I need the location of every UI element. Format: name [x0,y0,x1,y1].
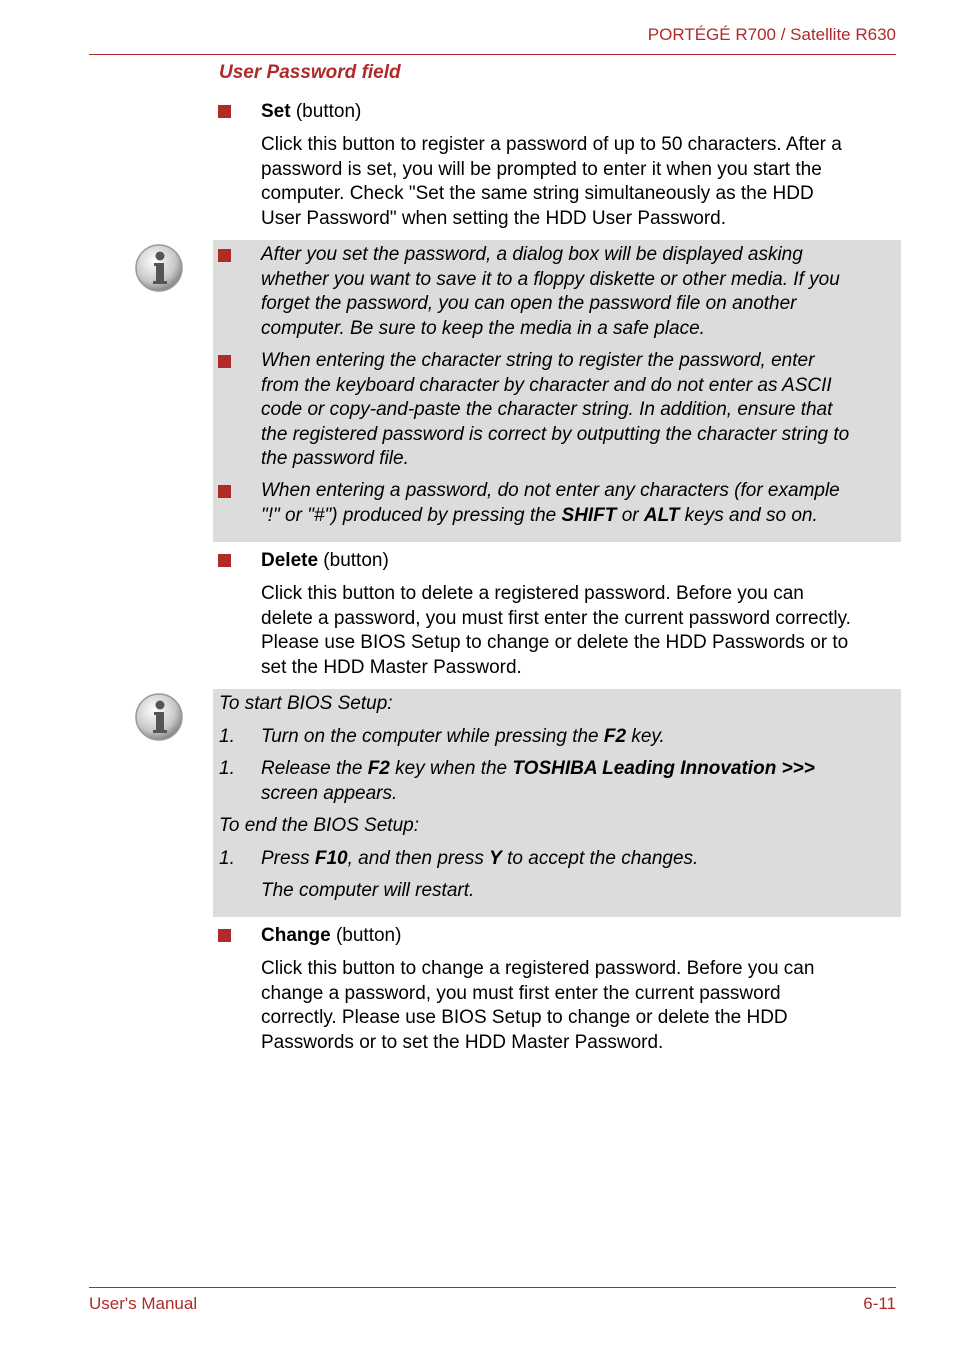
text-line: code or copy-and-paste the character string. In addition, ensure that [261,399,833,420]
step-number: 1. [219,758,235,779]
step-number: 1. [219,848,235,869]
info-icon [134,692,184,742]
text-line: Click this button to register a password of up to 50 characters. After a [261,134,842,155]
change-item-title [261,924,401,949]
text-line: the password file. [261,448,409,469]
set-label: Set [261,101,291,122]
key-name: F2 [367,758,390,779]
text-span: Press [261,848,315,869]
key-name: ALT [643,504,680,526]
text-line: computer. Be sure to keep the media in a safe place. [261,317,705,339]
key-name: SHIFT [561,504,617,526]
footer-manual-title: User's Manual [89,1294,198,1313]
text-line: computer. Check "Set the same string simultaneously as the HDD [261,183,814,204]
bullet-marker [218,929,231,942]
text-line: Click this button to delete a registered password. Before you can [261,583,804,604]
bullet-marker [218,485,231,498]
delete-description [261,582,901,680]
change-label: Change [261,925,331,946]
key-name: F10 [314,848,348,869]
note-paragraph [261,479,901,528]
text-line: password is set, you will be prompted to enter it when you start the [261,158,822,180]
text-span: , and then press [347,848,490,869]
restart-note: The computer will restart. [261,880,475,901]
text-span: to accept the changes. [501,848,699,869]
text-line: from the keyboard character by character and do not enter as ASCII [261,374,832,396]
text-line: When entering the character string to register the password, enter [261,350,815,371]
text-line: forget the password, you can open the password file on another [261,293,797,314]
set-description [261,133,901,231]
text-line [261,757,901,782]
text-line: change a password, you must first enter the current password [261,982,781,1004]
step-text [261,725,901,750]
step-number: 1. [219,726,235,747]
text-line: When entering a password, do not enter any characters (for example [261,480,840,501]
text-line: whether you want to save it to a floppy diskette or other media. If you [261,268,840,290]
text-span: Turn on the computer while pressing the [261,726,604,747]
delete-label: Delete [261,550,319,571]
text-line: User Password" when setting the HDD User Password. [261,207,727,229]
text-line: After you set the password, a dialog box will be displayed asking [261,244,803,265]
note-paragraph [261,243,901,341]
bios-end-heading: To end the BIOS Setup: [219,815,419,836]
text-span: or [616,504,644,526]
section-title: User Password field [219,62,401,83]
header-rule [89,54,896,55]
key-name: Y [489,848,502,869]
bios-start-heading: To start BIOS Setup: [219,693,393,714]
footer-rule [89,1287,896,1288]
delete-item-title [261,549,389,574]
step-text [261,757,901,806]
text-line [261,504,901,529]
step-text [261,847,901,872]
key-name: F2 [603,726,627,747]
bullet-marker [218,249,231,262]
text-line: Please use BIOS Setup to change or delete the HDD Passwords or to [261,632,849,653]
page-number: 6-11 [863,1294,896,1313]
text-span: keys and so on. [679,504,818,526]
text-line: Click this button to change a registered password. Before you can [261,958,815,979]
brand-name: TOSHIBA Leading Innovation >>> [512,758,815,779]
set-item-title [261,100,361,125]
text-span: Release the [261,758,368,779]
bullet-marker [218,105,231,118]
change-suffix: (button) [330,925,402,946]
text-line: set the HDD Master Password. [261,656,522,678]
bullet-marker [218,554,231,567]
change-description [261,957,901,1055]
text-span: key when the [389,758,513,779]
note-box [213,240,901,542]
info-icon [134,243,184,293]
text-line: the registered password is correct by outputting the character string to [261,423,850,445]
delete-suffix: (button) [318,550,389,571]
set-suffix: (button) [290,101,362,122]
text-span: key. [626,726,665,747]
text-line: correctly. Please use BIOS Setup to change or delete the HDD [261,1007,788,1028]
note-paragraph [261,349,901,472]
text-line: screen appears. [261,782,398,804]
bios-note-box [213,689,901,917]
text-span: "!" or "#") produced by pressing the [261,504,562,526]
running-header: PORTÉGÉ R700 / Satellite R630 [647,25,896,44]
text-line: delete a password, you must first enter the current password correctly. [261,607,851,629]
text-line: Passwords or to set the HDD Master Password. [261,1031,664,1053]
bullet-marker [218,355,231,368]
